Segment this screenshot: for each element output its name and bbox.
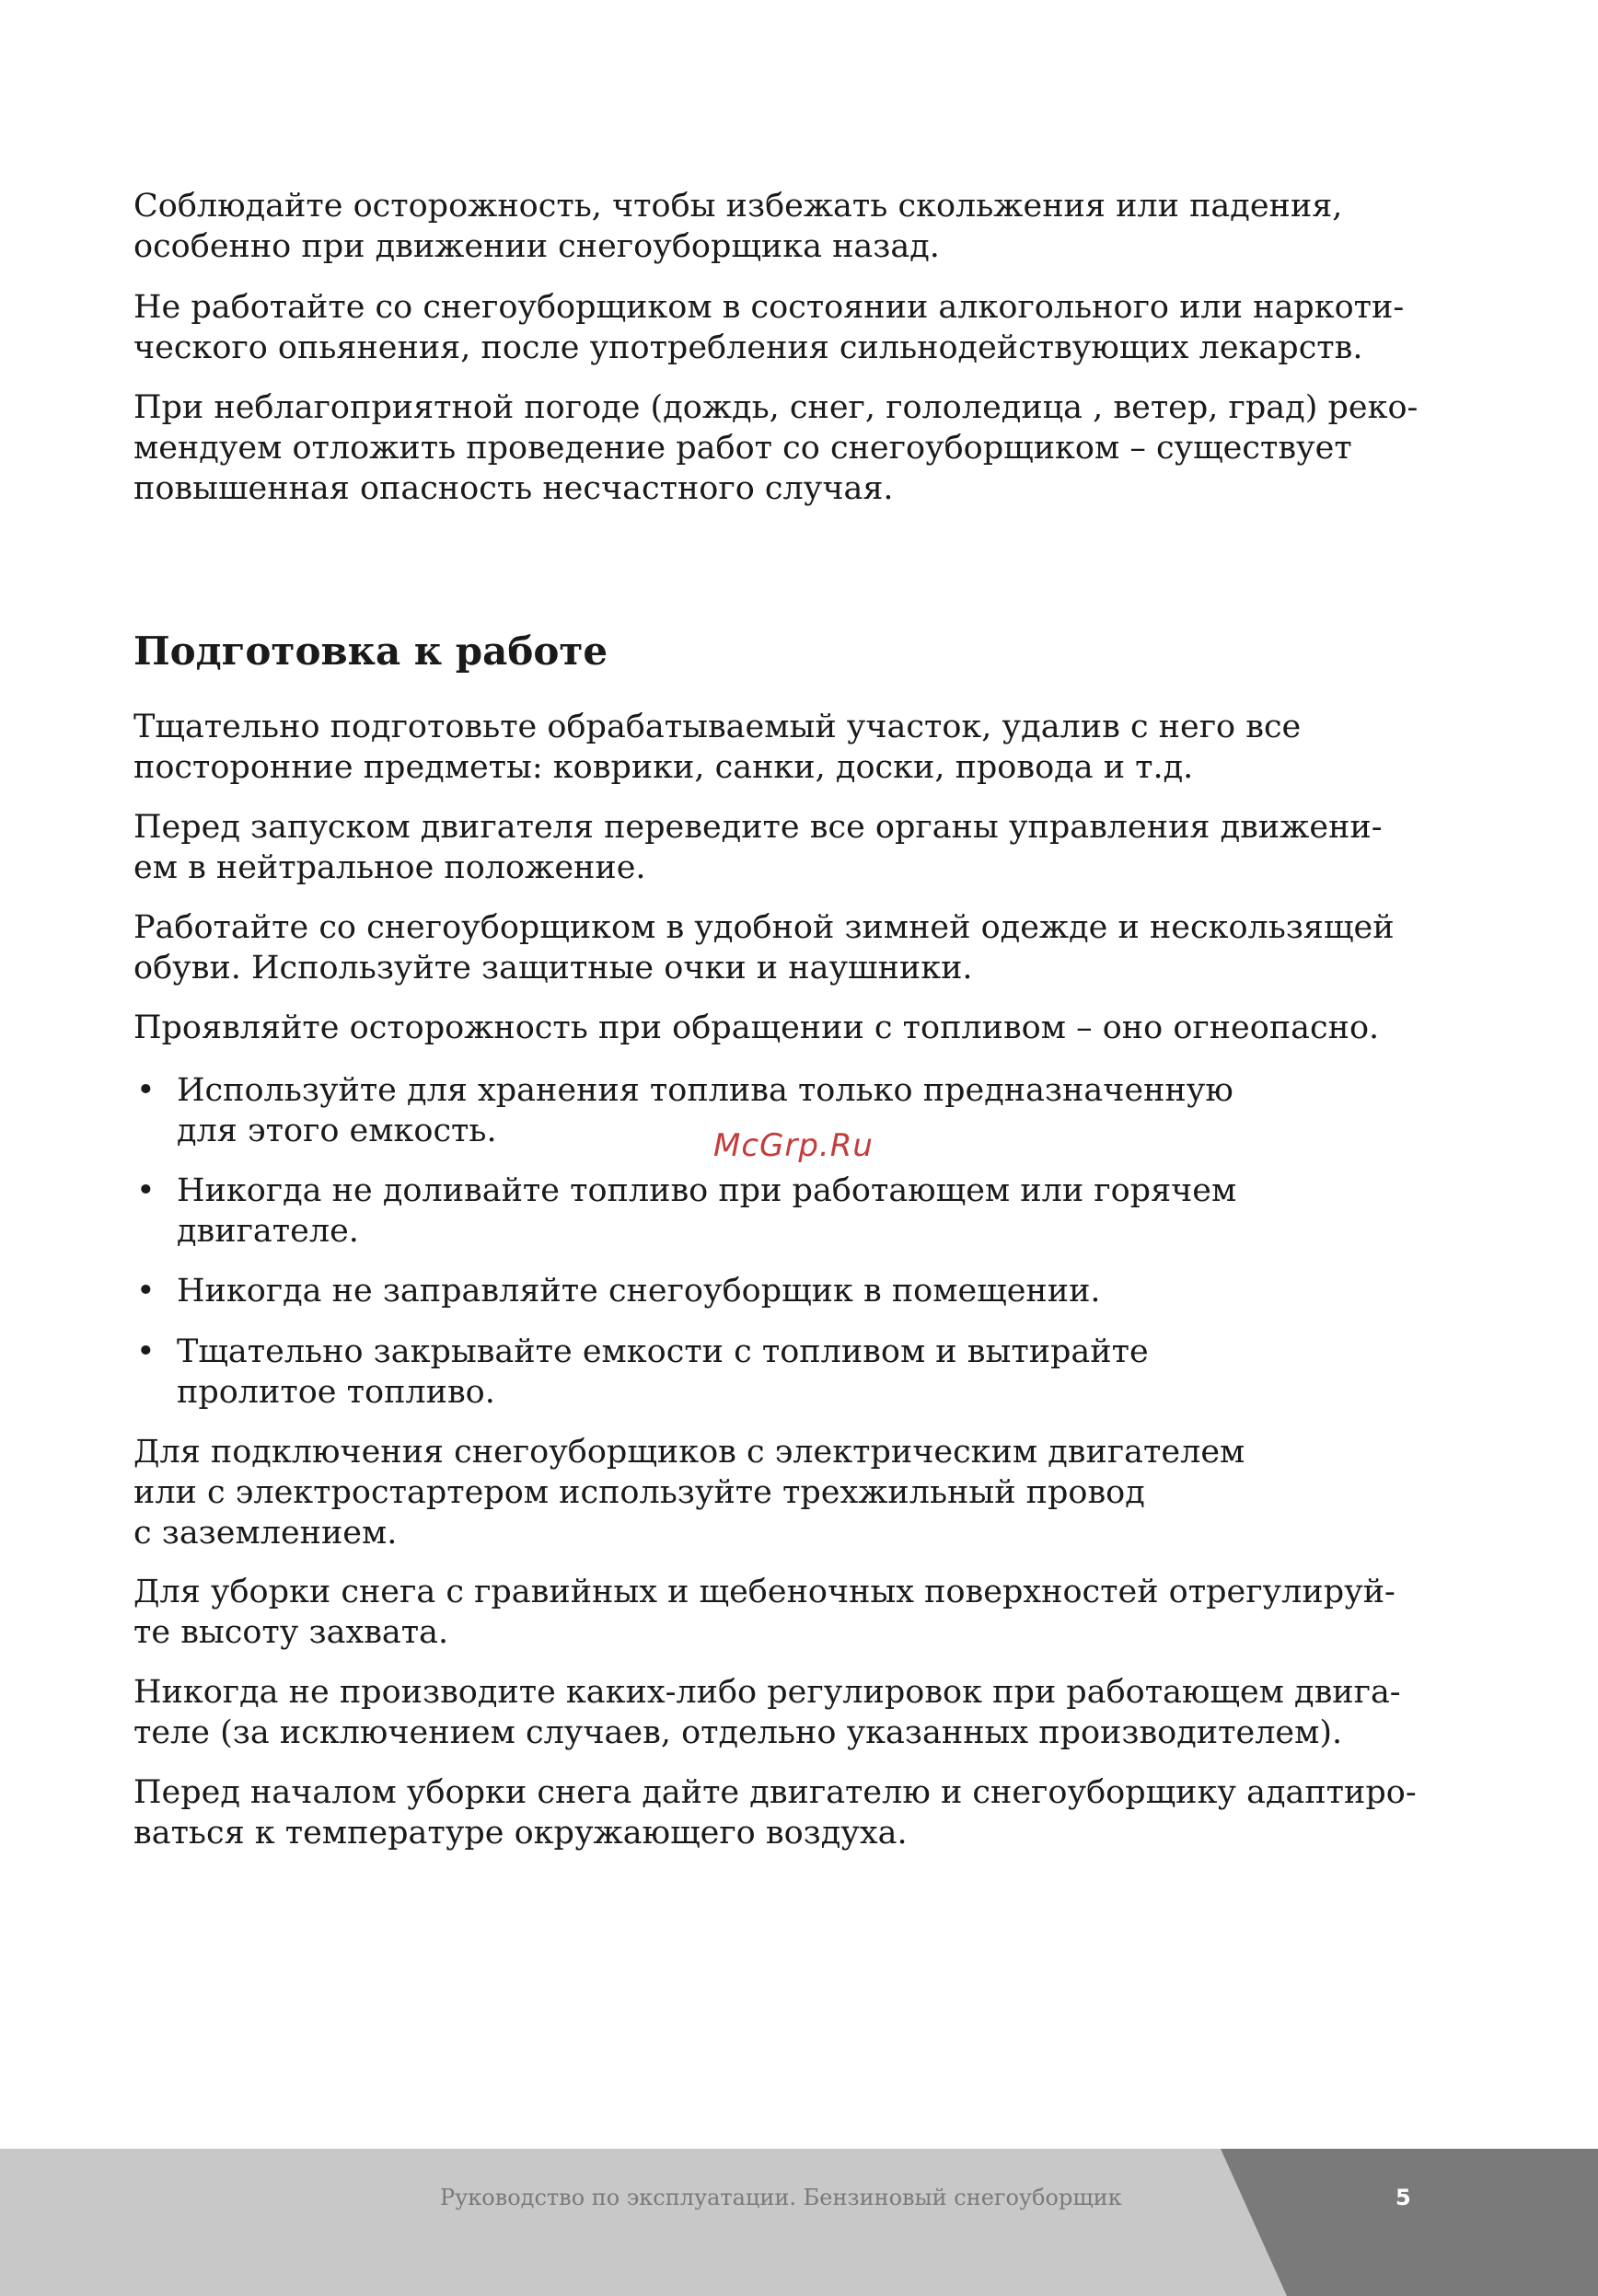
watermark-text: McGrp.Ru <box>713 1127 874 1164</box>
intro-paragraph-3: При неблагоприятной погоде (дождь, снег, гололедица , ветер, град) реко- мендуем отложить проведение работ со снегоуборщиком – существует повышенная опасность несчастного случая. <box>133 389 1419 507</box>
bullet-marker: • <box>136 1172 156 1209</box>
prep-paragraph-2: Перед запуском двигателя переведите все органы управления движени- ем в нейтральное положение. <box>133 809 1383 886</box>
prep-paragraph-6: Для уборки снега с гравийных и щебеночных поверхностей отрегулируй- те высоту захвата. <box>133 1574 1395 1651</box>
bullet-text: Используйте для хранения топлива только предназначенную для этого емкость. <box>177 1072 1233 1149</box>
bullet-text: Тщательно закрывайте емкости с топливом и вытирайте пролитое топливо. <box>177 1333 1149 1411</box>
prep-paragraph-4: Проявляйте осторожность при обращении с топливом – оно огнеопасно. <box>133 1010 1380 1046</box>
footer-dark-panel <box>0 2149 1598 2296</box>
footer-title: Руководство по эксплуатации. Бензиновый снегоуборщик <box>440 2185 1122 2210</box>
prep-paragraph-1: Тщательно подготовьте обрабатываемый участок, удалив с него все посторонние предметы: коврики, санки, доски, провода и т.д. <box>133 709 1302 786</box>
prep-paragraph-8: Перед началом уборки снега дайте двигателю и снегоуборщику адаптиро- ваться к температуре окружающего воздуха. <box>133 1774 1417 1852</box>
intro-paragraph-1: Соблюдайте осторожность, чтобы избежать скольжения или падения, особенно при движении снегоуборщика назад. <box>133 188 1343 265</box>
bullet-marker: • <box>136 1333 156 1370</box>
bullet-text: Никогда не доливайте топливо при работающем или горячем двигателе. <box>177 1172 1237 1250</box>
prep-paragraph-3: Работайте со снегоуборщиком в удобной зимней одежде и нескользящей обуви. Используйте защитные очки и наушники. <box>133 909 1395 986</box>
bullet-text: Никогда не заправляйте снегоуборщик в помещении. <box>177 1273 1101 1310</box>
bullet-marker: • <box>136 1072 156 1109</box>
intro-paragraph-2: Не работайте со снегоуборщиком в состоянии алкогольного или наркоти- ческого опьянения, после употребления сильнодействующих лекарств. <box>133 289 1405 366</box>
prep-paragraph-5: Для подключения снегоуборщиков с электрическим двигателем или с электростартером используйте трехжильный провод с заземлением. <box>133 1434 1245 1552</box>
page-footer <box>0 2149 1598 2296</box>
prep-paragraph-7: Никогда не производите каких-либо регулировок при работающем двига- теле (за исключением случаев, отдельно указанных производителем). <box>133 1674 1401 1751</box>
section-heading: Подготовка к работе <box>133 629 608 674</box>
bullet-marker: • <box>136 1273 156 1310</box>
page-number: 5 <box>1395 2185 1411 2210</box>
